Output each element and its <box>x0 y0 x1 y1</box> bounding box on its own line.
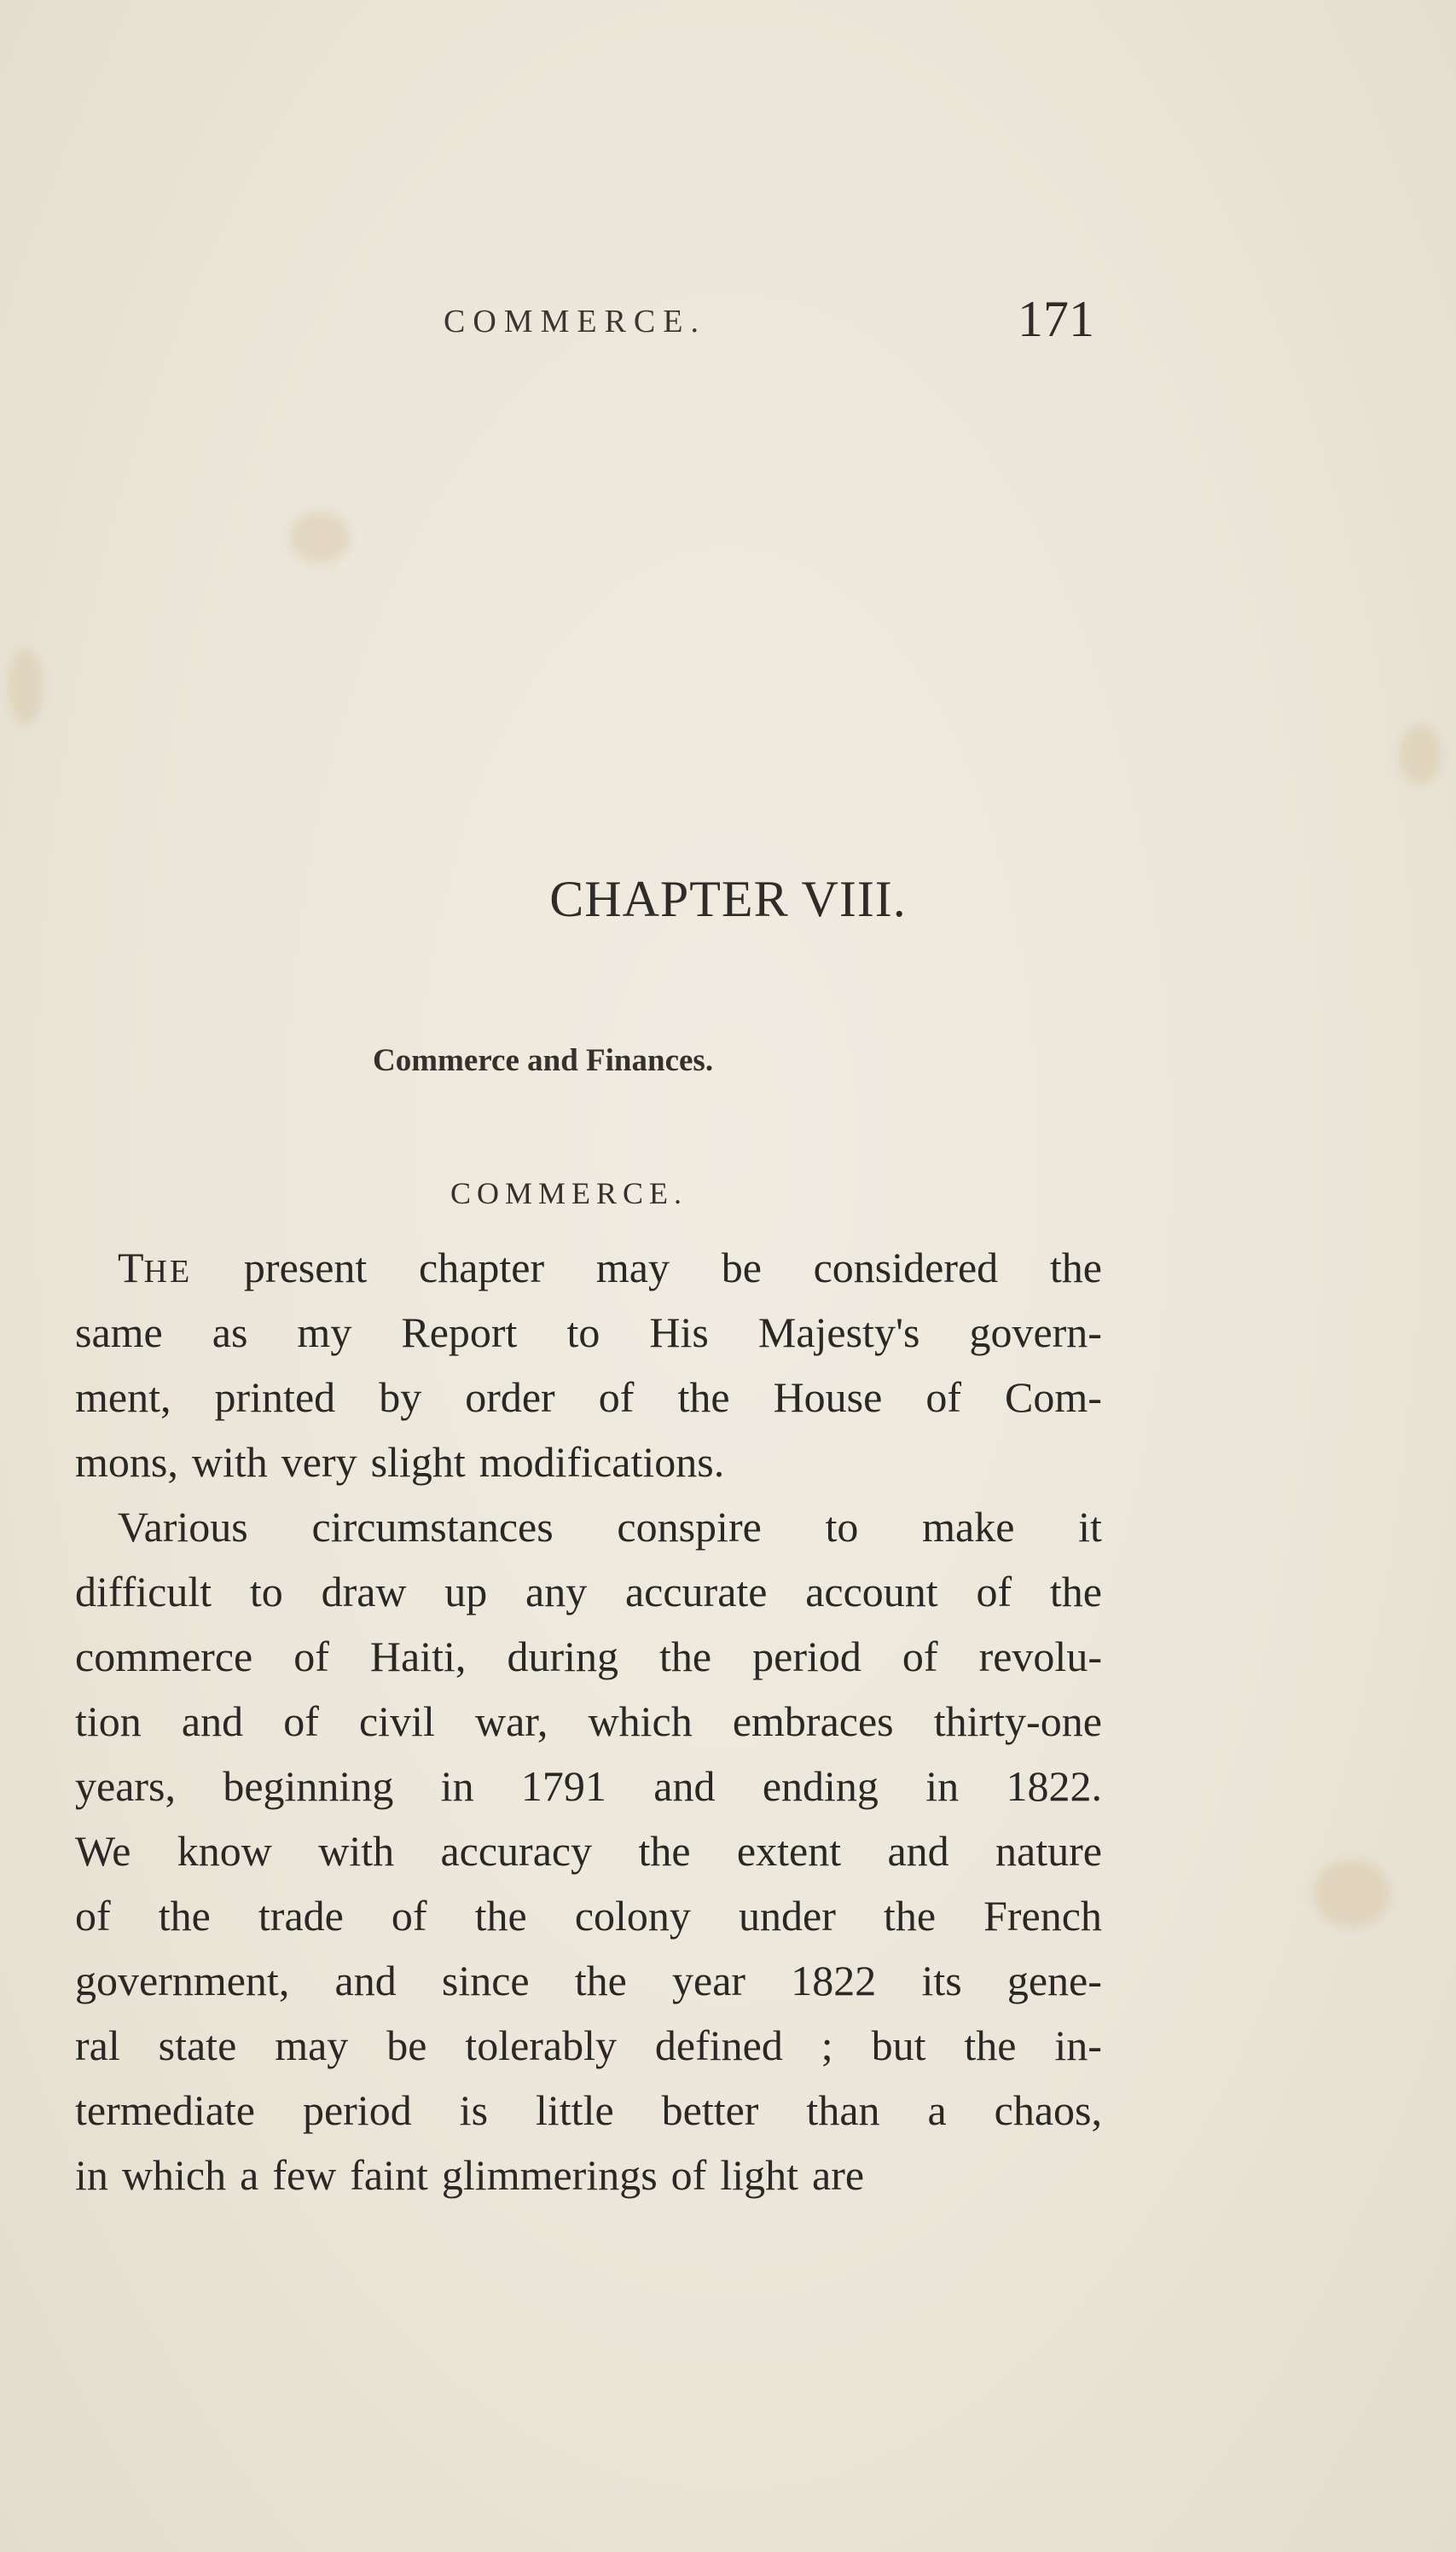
text-line <box>75 1235 1102 1300</box>
word: with <box>191 1438 268 1486</box>
word: order <box>465 1373 555 1421</box>
word: the <box>474 1892 527 1940</box>
word: to <box>249 1568 283 1615</box>
word: in <box>75 2151 108 2199</box>
text-line <box>75 1430 1102 1494</box>
text-line <box>75 1559 1102 1624</box>
text-line <box>75 1624 1102 1689</box>
opening-capital: T <box>118 1244 144 1291</box>
word: period <box>302 2086 412 2134</box>
word: accuracy <box>440 1827 593 1875</box>
text-line <box>75 1689 1102 1754</box>
word: in <box>440 1762 474 1810</box>
word: Com- <box>1005 1373 1102 1421</box>
word: mons, <box>75 1438 178 1486</box>
word: civil <box>358 1697 435 1745</box>
text-line <box>75 2013 1102 2078</box>
word: faint <box>350 2151 428 2199</box>
word: gene- <box>1006 1957 1102 2004</box>
word: a <box>240 2151 259 2199</box>
word: is <box>459 2086 489 2134</box>
text-line <box>75 1948 1102 2013</box>
word: which <box>588 1697 693 1745</box>
word: in <box>925 1762 960 1810</box>
word: make <box>922 1503 1015 1551</box>
word: war, <box>474 1697 548 1745</box>
word: Haiti, <box>369 1633 467 1680</box>
word: year <box>672 1957 746 2004</box>
word: conspire <box>617 1503 762 1551</box>
word: with <box>318 1827 395 1875</box>
word: termediate <box>75 2086 255 2134</box>
word: the <box>638 1827 691 1875</box>
word: since <box>441 1957 530 2004</box>
word: to <box>566 1308 600 1356</box>
word: revolu- <box>978 1633 1102 1680</box>
word: considered <box>813 1244 999 1291</box>
word: know <box>177 1827 272 1875</box>
word: 1822 <box>791 1957 877 2004</box>
word: extent <box>736 1827 842 1875</box>
word: its <box>921 1957 962 2004</box>
word: We <box>75 1827 131 1875</box>
word: up <box>444 1568 488 1615</box>
text-line <box>75 1883 1102 1948</box>
word: are <box>812 2151 865 2199</box>
word: chaos, <box>994 2086 1102 2134</box>
word: commerce <box>75 1633 253 1680</box>
word: the <box>964 2021 1017 2069</box>
word: period <box>752 1633 861 1680</box>
word: as <box>212 1308 248 1356</box>
word: ral <box>75 2021 120 2069</box>
word: may <box>595 1244 670 1291</box>
word: thirty-one <box>933 1697 1102 1745</box>
word: glimmerings <box>441 2151 658 2199</box>
word: of <box>75 1892 111 1940</box>
word: Various <box>118 1503 248 1551</box>
word: very <box>281 1438 357 1486</box>
word: state <box>158 2021 237 2069</box>
word: in- <box>1054 2021 1102 2069</box>
word: French <box>983 1892 1102 1940</box>
word: present <box>243 1244 368 1291</box>
chapter-subtitle: Commerce and Finances. <box>373 1043 714 1078</box>
word: 1822. <box>1006 1762 1102 1810</box>
word: may <box>275 2021 349 2069</box>
word: little <box>536 2086 614 2134</box>
word: trade <box>258 1892 344 1940</box>
word: of <box>391 1892 427 1940</box>
word: the <box>158 1892 211 1940</box>
text-line <box>75 1754 1102 1818</box>
word: ; <box>821 2021 833 2069</box>
word: under <box>739 1892 836 1940</box>
word: account <box>805 1568 938 1615</box>
text-line <box>75 1494 1102 1559</box>
word: government, <box>75 1957 290 2004</box>
word: during <box>507 1633 618 1680</box>
running-head: COMMERCE. <box>444 304 706 339</box>
text-line <box>75 1818 1102 1883</box>
word: the <box>574 1957 627 2004</box>
word: a <box>927 2086 947 2134</box>
text-line <box>75 2078 1102 2143</box>
word: by <box>379 1373 422 1421</box>
word: embraces <box>732 1697 894 1745</box>
word: slight <box>370 1438 466 1486</box>
word: and <box>887 1827 949 1875</box>
word: circumstances <box>311 1503 554 1551</box>
word: His <box>649 1308 709 1356</box>
page-number: 171 <box>1018 291 1094 347</box>
word: and <box>334 1957 397 2004</box>
word: and <box>181 1697 244 1745</box>
word: better <box>661 2086 759 2134</box>
word: the <box>883 1892 937 1940</box>
word: of <box>902 1633 938 1680</box>
word: of <box>976 1568 1012 1615</box>
word: to <box>825 1503 859 1551</box>
word: but <box>871 2021 926 2069</box>
word: and <box>653 1762 716 1810</box>
word: of <box>293 1633 329 1680</box>
word: be <box>721 1244 762 1291</box>
word: difficult <box>75 1568 212 1615</box>
word: of <box>925 1373 962 1421</box>
body-text <box>75 1235 1102 2207</box>
word: 1791 <box>520 1762 606 1810</box>
text-line <box>75 1300 1102 1365</box>
word: accurate <box>624 1568 768 1615</box>
paper-stain <box>1399 725 1441 785</box>
word: light <box>720 2151 799 2199</box>
word: Majesty's <box>757 1308 920 1356</box>
word: ending <box>762 1762 879 1810</box>
word: be <box>386 2021 427 2069</box>
word: of <box>598 1373 635 1421</box>
word: same <box>75 1308 163 1356</box>
word: it <box>1078 1503 1102 1551</box>
text-line <box>75 2143 1102 2207</box>
word: colony <box>574 1892 691 1940</box>
word: tion <box>75 1697 142 1745</box>
word: the <box>677 1373 730 1421</box>
word: printed <box>214 1373 336 1421</box>
word: draw <box>321 1568 407 1615</box>
chapter-title: CHAPTER VIII. <box>549 871 907 927</box>
text-line <box>75 1365 1102 1430</box>
word: House <box>773 1373 883 1421</box>
word: of <box>283 1697 319 1745</box>
paper-stain <box>9 648 43 725</box>
word: of <box>670 2151 707 2199</box>
word: the <box>659 1633 712 1680</box>
word: tolerably <box>465 2021 618 2069</box>
word: chapter <box>419 1244 545 1291</box>
section-heading: COMMERCE. <box>450 1176 688 1210</box>
word: years, <box>75 1762 176 1810</box>
word: beginning <box>223 1762 394 1810</box>
opening-smallcaps: HE <box>143 1254 193 1290</box>
word: which <box>121 2151 227 2199</box>
word: Report <box>401 1308 518 1356</box>
word: the <box>1049 1244 1102 1291</box>
word: defined <box>654 2021 783 2069</box>
word: the <box>1049 1568 1102 1615</box>
paragraph-opening-word <box>118 1235 192 1300</box>
word: than <box>806 2086 880 2134</box>
paper-stain <box>1314 1859 1390 1928</box>
word: any <box>525 1568 588 1615</box>
word: nature <box>995 1827 1102 1875</box>
word: govern- <box>969 1308 1102 1356</box>
paper-stain <box>290 512 350 563</box>
word: my <box>297 1308 352 1356</box>
word: few <box>272 2151 337 2199</box>
word: modifications. <box>479 1438 725 1486</box>
word: ment, <box>75 1373 171 1421</box>
